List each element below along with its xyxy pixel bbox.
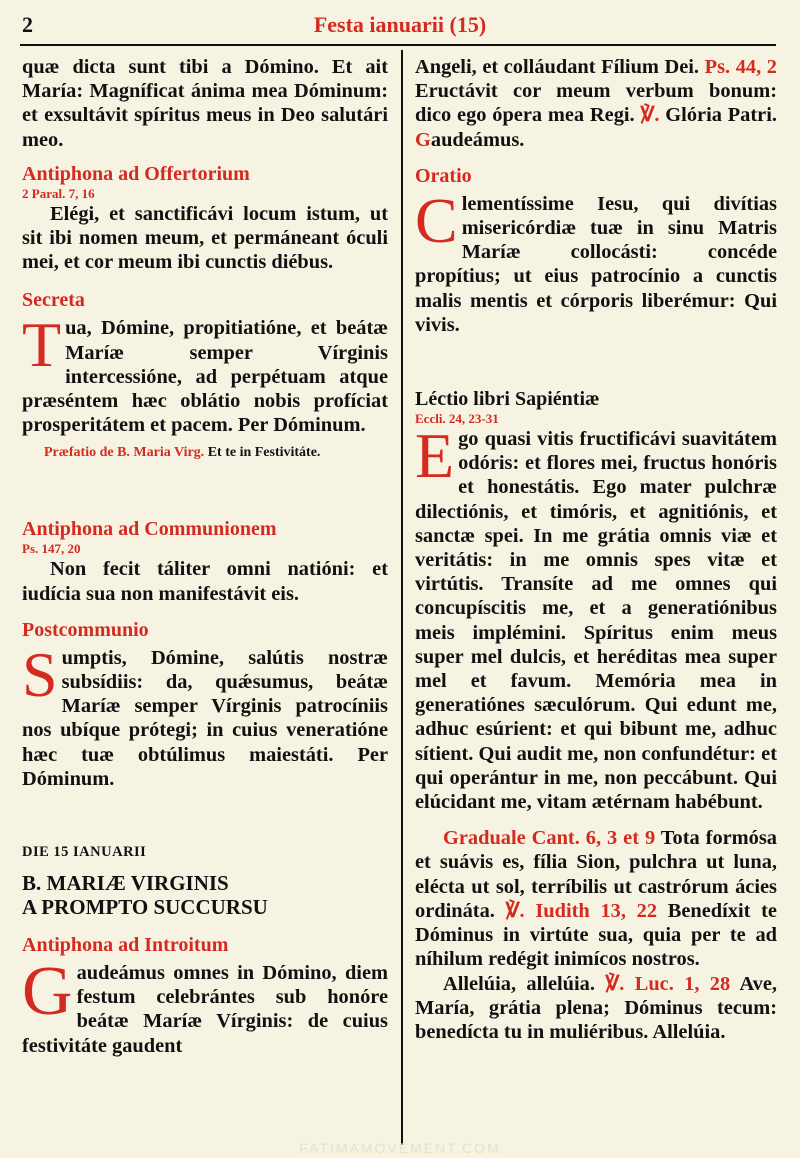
offertory-heading: Antiphona ad Offertorium (22, 162, 250, 185)
versicle-symbol: ℣. (640, 104, 660, 127)
watermark: FATIMAMOVEMENT.COM (299, 1140, 501, 1156)
column-divider (401, 50, 403, 1145)
introit-heading: Antiphona ad Introitum (22, 934, 229, 957)
lesson-text: go quasi vitis fructificávi suavitátem odóris: et flores mei, fructus honóris et honestátis. Ego mater pulchræ dilectiónis, et timóris, et agnitiónis, et sanctæ spei. In me grátia omnis viæ et veritátis: in me omnis spes vitæ et virtútis. Transíte ad me omnes qui concupíscitis me, et a generatiónibus meis implémini. Spíritus enim meus super mel dulcis, et heréditas mea super mel et favum. Memória mea in generatiónes sæculórum. Qui edunt me, adhuc esúrient: et qui bibunt me, adhuc sítient. Qui audit me, non confundétur: et qui operántur in me, non peccábunt. Qui elúcidant me, vitam ætérnam habébunt. (415, 428, 777, 814)
psalm-ref: Ps. 44, 2 (704, 56, 777, 78)
oratio-paragraph (415, 184, 777, 337)
secret-heading: Secreta (22, 289, 85, 312)
communion-heading: Antiphona ad Communionem (22, 518, 277, 541)
gaudeamus-rest: audeámus. (430, 128, 525, 151)
lesson-paragraph (415, 420, 777, 814)
introit-continuation (415, 55, 777, 152)
alleluia-text: Allelúia, allelúia. (443, 972, 595, 995)
oratio-text: lementíssime Iesu, qui divítias misericórdiæ tuæ in sinu Matris Maríæ collocásti: concéde propítius; ut eius patrocínio a cunctis malis mentis et córporis liberémur: Qui vivis. (415, 192, 777, 336)
postcommunion-text: umptis, Dómine, salútis nostræ subsídiis: da, quǽsumus, beátæ Maríæ semper Vírginis patrocíniis nos ubíque prótegi; in cuius veneratióne hæc tuæ obtúlimus maiestáti. Per Dóminum. (22, 646, 388, 790)
alleluia-versicle-text: Ave, María, grátia plena; Dóminus tecum: benedícta tu in muliéribus. Allelúia. (415, 972, 777, 1043)
left-column (22, 55, 388, 1058)
postcommunion-heading: Postcommunio (22, 618, 149, 641)
lesson-initial: E (415, 420, 455, 492)
gradual-versicle-text: Benedíxit te Dóminus in virtúte sua, quia per te ad níhilum redégit inimícos nostros. (415, 899, 777, 971)
psalm-text: Eructávit cor meum verbum bonum: dico ego ópera mea Regi. (415, 80, 777, 127)
postcommunion-paragraph (22, 638, 388, 791)
feast-date: DIE 15 IANUARII (22, 844, 147, 861)
preface-note (22, 445, 388, 461)
running-title: Festa ianuarii (15) (313, 12, 487, 37)
gradual-label: Graduale Cant. 6, 3 et 9 (443, 827, 656, 850)
gospel-continuation: quæ dicta sunt tibi a Dómino. Et ait María: Magníficat ánima mea Dóminum: et exsultávit spíritus meus in Deo salutári meo. (22, 56, 388, 151)
gradual-paragraph (415, 826, 777, 971)
header-rule (20, 44, 776, 46)
introit-text: audeámus omnes in Dómino, diem festum celebrántes sub honóre beátæ Maríæ Vírginis: de cuius festivitáte gaudent (22, 962, 388, 1057)
introit-paragraph (22, 953, 388, 1058)
secret-initial: T (22, 309, 62, 381)
communion-ref: Ps. 147, 20 (22, 541, 81, 557)
gradual-text: Tota formósa et suávis es, fília Sion, pulchra ut luna, elécta ut sol, terríbilis ut castrórum ácies ordináta. (415, 827, 777, 922)
gloria-patri: Glória Patri. (665, 104, 777, 127)
page-header (0, 0, 800, 44)
secret-paragraph (22, 309, 388, 437)
offertory-ref: 2 Paral. 7, 16 (22, 185, 95, 201)
gaudeamus-initial: G (415, 128, 431, 151)
oratio-heading: Oratio (415, 164, 472, 187)
alleluia-versicle-ref: ℣. Luc. 1, 28 (605, 972, 731, 995)
preface-red: Præfatio de B. Maria Virg. (44, 445, 205, 461)
introit-cont-text: Angeli, et colláudant Fílium Dei. (415, 56, 700, 78)
secret-text: ua, Dómine, propitiatióne, et beátæ Maríæ semper Vírginis intercessióne, ad perpétuam atque præséntem hæc oblátio nobis profíciat prosperitátem et pacem. Per Dóminum. (22, 317, 388, 437)
preface-black: Et te in Festivitáte. (207, 445, 321, 461)
page-number: 2 (22, 12, 33, 37)
communion-text: Non fecit táliter omni natióni: et iudícia sua non manifestávit eis. (22, 558, 388, 605)
gradual-versicle-ref: ℣. Iudith 13, 22 (505, 899, 658, 922)
postcommunion-initial: S (22, 638, 58, 710)
feast-title-2: A PROMPTO SUCCURSU (22, 895, 268, 920)
introit-initial: G (22, 953, 73, 1031)
oratio-initial: C (415, 184, 458, 256)
feast-title-1: B. MARIÆ VIRGINIS (22, 871, 229, 896)
lesson-ref: Eccli. 24, 23-31 (415, 411, 499, 427)
alleluia-paragraph (415, 972, 777, 1045)
lesson-heading: Léctio libri Sapiéntiæ (415, 388, 600, 411)
right-column (415, 55, 777, 1044)
offertory-text: Elégi, et sanctificávi locum istum, ut sit ibi nomen meum, et permáneant óculi mei, et cor meum ibi cunctis diébus. (22, 202, 388, 274)
